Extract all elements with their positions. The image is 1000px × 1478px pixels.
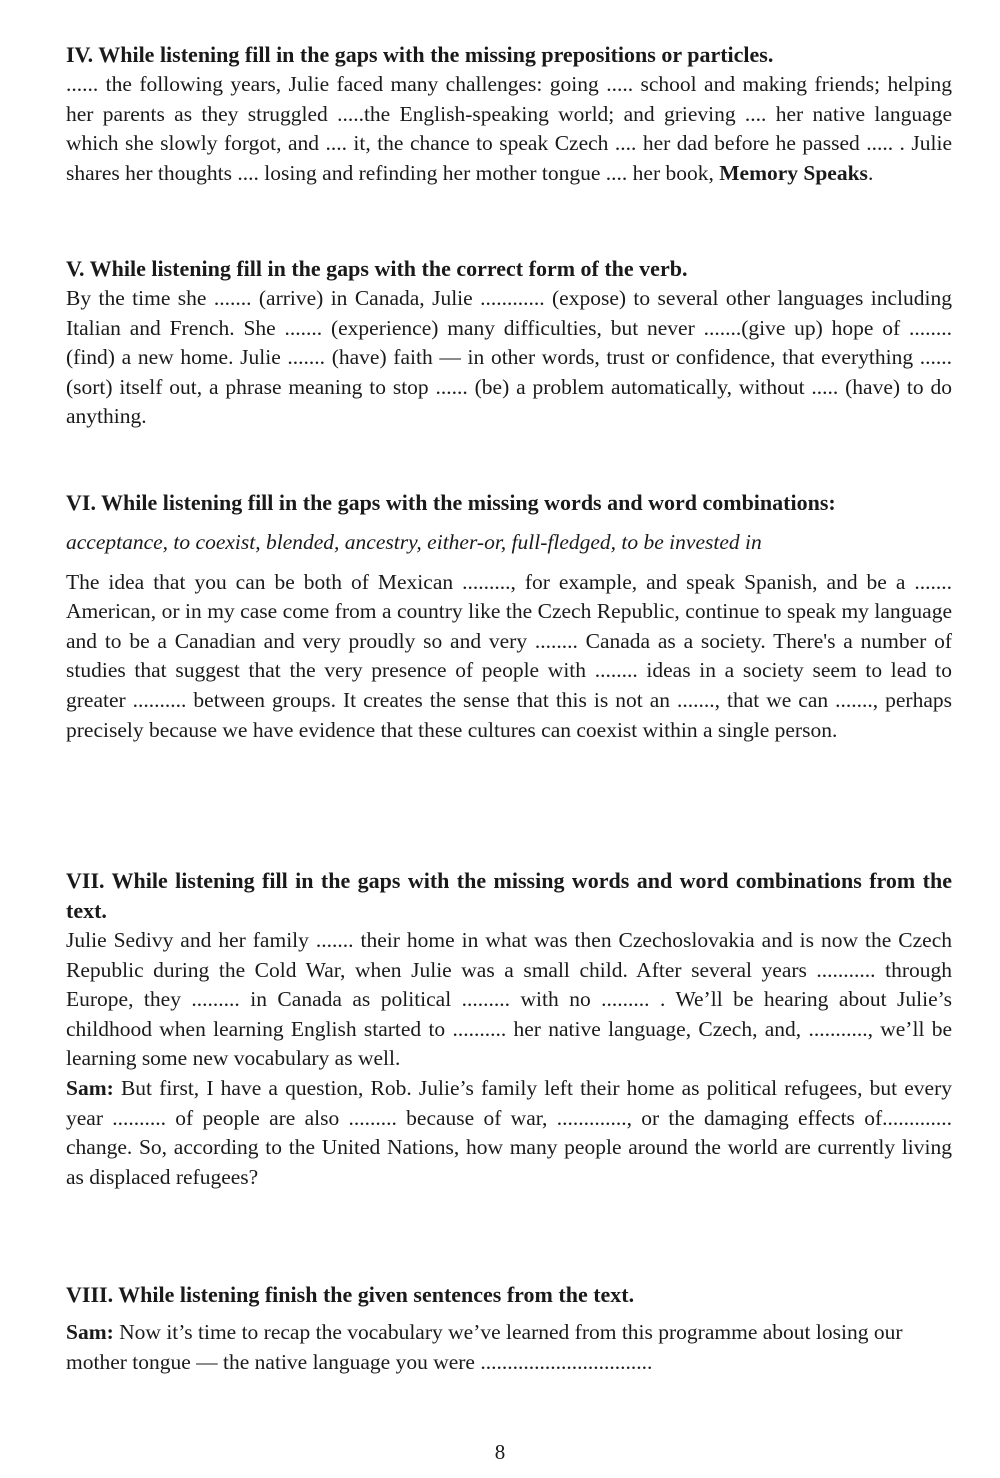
- section-viii-text: Sam: Now it’s time to recap the vocabulary we’ve learned from this programme about losing our mother tongue — the native language you were ................................: [66, 1320, 903, 1374]
- section-vii: [66, 866, 952, 1192]
- section-viii-heading: VIII. While listening finish the given sentences from the text.: [66, 1282, 635, 1307]
- section-v-text: By the time she ....... (arrive) in Canada, Julie ............ (expose) to several other languages including Italian and French. She ....... (experience) many difficulties, but never .......(give up) hope of ........(find) a new home. Julie ....... (have) faith — in other words, trust or confidence, that everything ...... (sort) itself out, a phrase meaning to stop ...... (be) a problem automatically, without ..... (have) to do anything.: [66, 286, 952, 429]
- section-vi-text: The idea that you can be both of Mexican ........., for example, and speak Spanish, and be a ....... American, or in my case come from a country like the Czech Republic, continue to speak my language and to be a Canadian and very proudly so and very ........ Canada as a society. There's a number of studies that suggest that the very presence of people with ........ ideas in a society seem to lead to greater .......... between groups. It creates the sense that this is not an ......., that we can ......., perhaps precisely because we have evidence that these cultures can coexist within a single person.: [66, 569, 952, 742]
- section-iv-text: ...... the following years, Julie faced many challenges: going ..... school and making friends; helping her parents as they struggled .....the English-speaking world; and grieving .... her native language which she slowly forgot, and .... it, the chance to speak Czech .... her dad before he passed ..... . Julie shares her thoughts .... losing and refinding her mother tongue .... her book, Memory Speaks.: [66, 72, 952, 185]
- word-bank: acceptance, to coexist, blended, ancestry, either-or, full-fledged, to be invested in: [66, 530, 762, 554]
- page-number: 8: [494, 1440, 506, 1464]
- section-vi: [66, 488, 952, 745]
- section-iv: [66, 40, 952, 188]
- section-vii-text: Julie Sedivy and her family ....... their home in what was then Czechoslovakia and is now the Czech Republic during the Cold War, when Julie was a small child. After several years ........... through Europe, they ......... in Canada as political ......... with no ......... . We’ll be hearing about Julie’s childhood when learning English started to .......... her native language, Czech, and, ..........., we’ll be learning some new vocabulary as well.: [66, 928, 952, 1071]
- section-vii-heading: VII. While listening fill in the gaps with the missing words and word combinations from the text.: [66, 868, 952, 923]
- section-v: [66, 254, 952, 432]
- book-title: Memory Speaks: [719, 160, 868, 185]
- section-v-heading: V. While listening fill in the gaps with the correct form of the verb.: [66, 256, 688, 281]
- section-vi-heading: VI. While listening fill in the gaps with the missing words and word combinations:: [66, 490, 836, 515]
- speaker-label: Sam:: [66, 1320, 114, 1344]
- section-viii: [66, 1280, 952, 1377]
- section-iv-heading: IV. While listening fill in the gaps with the missing prepositions or particles.: [66, 42, 774, 67]
- speaker-label: Sam:: [66, 1075, 114, 1100]
- section-vii-dialogue: Sam: But first, I have a question, Rob. Julie’s family left their home as political refugees, but every year .......... of people are also ......... because of war, ............., or the damaging effects of............. change. So, according to the United Nations, how many people around the world are currently living as displaced refugees?: [66, 1075, 952, 1189]
